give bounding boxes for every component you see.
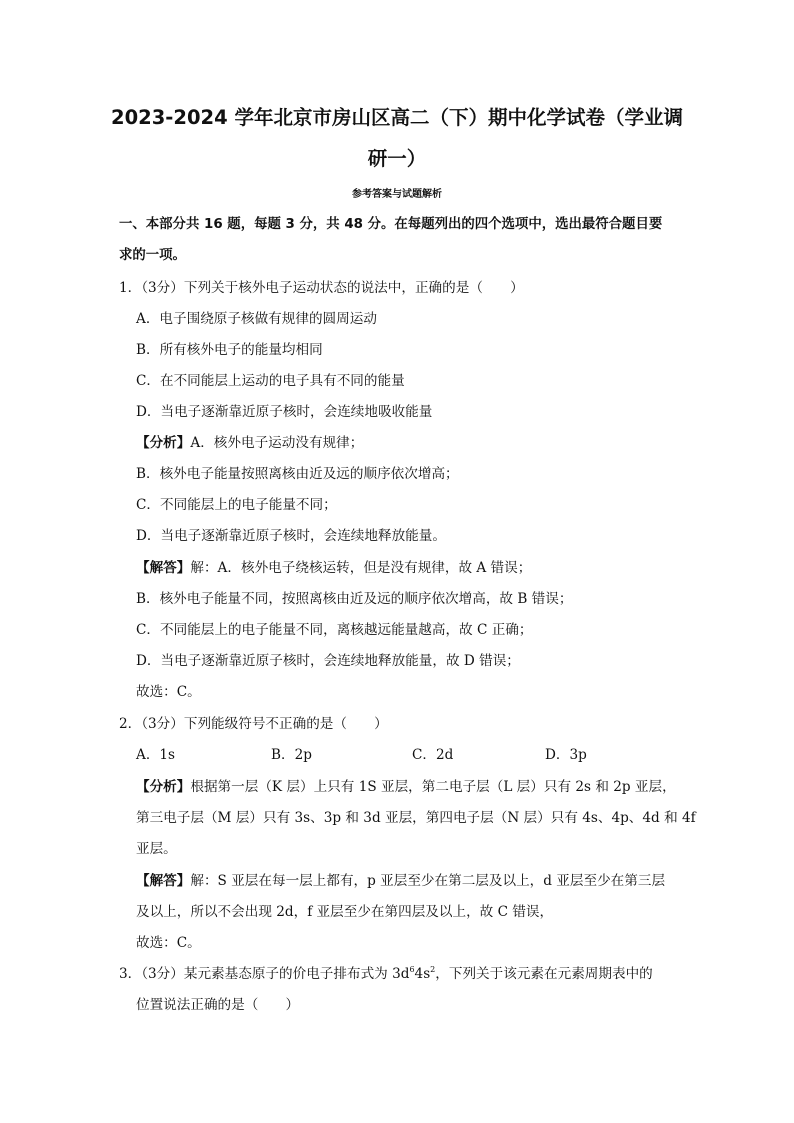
stem-text: 4s: [414, 966, 431, 982]
question-2-analysis-line: 第三电子层（M 层）只有 3s、3p 和 3d 亚层，第四电子层（N 层）只有 4s、4p、4d 和 4f: [136, 810, 696, 826]
question-2-analysis: [136, 781, 676, 795]
analysis-tag: 【分析】: [136, 779, 191, 795]
question-1-analysis-line: B．核外电子能量按照离核由近及远的顺序依次增高；: [136, 466, 459, 482]
question-1-answer-line: B．核外电子能量不同，按照离核由近及远的顺序依次增高，故 B 错误；: [136, 591, 573, 607]
question-2-option-a: A．1s: [136, 747, 176, 763]
superscript: 2: [430, 965, 436, 974]
stem-text: 3．（3分）某元素基态原子的价电子排布式为 3d: [119, 966, 410, 982]
analysis-tag: 【分析】: [136, 435, 191, 451]
page-title-continuation: 研一）: [367, 147, 427, 170]
stem-text: ，下列关于该元素在元素周期表中的: [435, 966, 653, 982]
section-instructions-continuation: 求的一项。: [119, 248, 186, 263]
question-1-analysis: [136, 437, 363, 451]
page-title: 2023-2024 学年北京市房山区高二（下）期中化学试卷（学业调: [111, 106, 683, 129]
question-3-stem: [119, 965, 653, 982]
question-1-option-a: A．电子围绕原子核做有规律的圆周运动: [136, 311, 377, 327]
question-1-conclusion: 故选：C。: [136, 684, 201, 700]
question-2-conclusion: 故选：C。: [136, 935, 201, 951]
question-1-answer: [136, 562, 531, 576]
question-1-stem: 1．（3分）下列关于核外电子运动状态的说法中，正确的是（ ）: [119, 280, 524, 296]
page-subtitle: 参考答案与试题解析: [352, 189, 442, 200]
question-1-analysis-line: D．当电子逐渐靠近原子核时，会连续地释放能量。: [136, 528, 446, 544]
question-2-stem: 2．（3分）下列能级符号不正确的是（ ）: [119, 716, 388, 732]
question-2-option-c: C．2d: [412, 747, 454, 763]
question-1-answer-line: C．不同能层上的电子能量不同，离核越远能量越高，故 C 正确；: [136, 622, 533, 638]
superscript: 6: [409, 965, 415, 974]
section-instructions: 一、本部分共 16 题，每题 3 分，共 48 分。在每题列出的四个选项中，选出最符合题目要: [119, 217, 663, 232]
answer-tag: 【解答】: [136, 560, 191, 576]
question-2-option-d: D．3p: [545, 747, 587, 763]
question-3-stem-continuation: 位置说法正确的是（ ）: [136, 997, 300, 1013]
answer-text: 解：A．核外电子绕核运转，但是没有规律，故 A 错误；: [190, 560, 532, 576]
question-2-analysis-line: 亚层。: [136, 841, 177, 857]
question-1-option-b: B．所有核外电子的能量均相同: [136, 342, 323, 358]
answer-text: 解：S 亚层在每一层上都有，p 亚层至少在第二层及以上，d 亚层至少在第三层: [190, 873, 666, 889]
question-1-answer-line: D．当电子逐渐靠近原子核时，会连续地释放能量，故 D 错误；: [136, 653, 520, 669]
analysis-text: A．核外电子运动没有规律；: [190, 435, 364, 451]
analysis-text: 根据第一层（K 层）上只有 1S 亚层，第二电子层（L 层）只有 2s 和 2p 亚层，: [190, 779, 676, 795]
question-2-answer: [136, 875, 665, 889]
question-1-option-c: C．在不同能层上运动的电子具有不同的能量: [136, 373, 405, 389]
question-2-answer-line: 及以上，所以不会出现 2d，f 亚层至少在第四层及以上，故 C 错误，: [136, 904, 554, 920]
answer-tag: 【解答】: [136, 873, 191, 889]
question-1-analysis-line: C．不同能层上的电子能量不同；: [136, 497, 337, 513]
question-1-option-d: D．当电子逐渐靠近原子核时，会连续地吸收能量: [136, 404, 433, 420]
question-2-option-b: B．2p: [271, 747, 312, 763]
